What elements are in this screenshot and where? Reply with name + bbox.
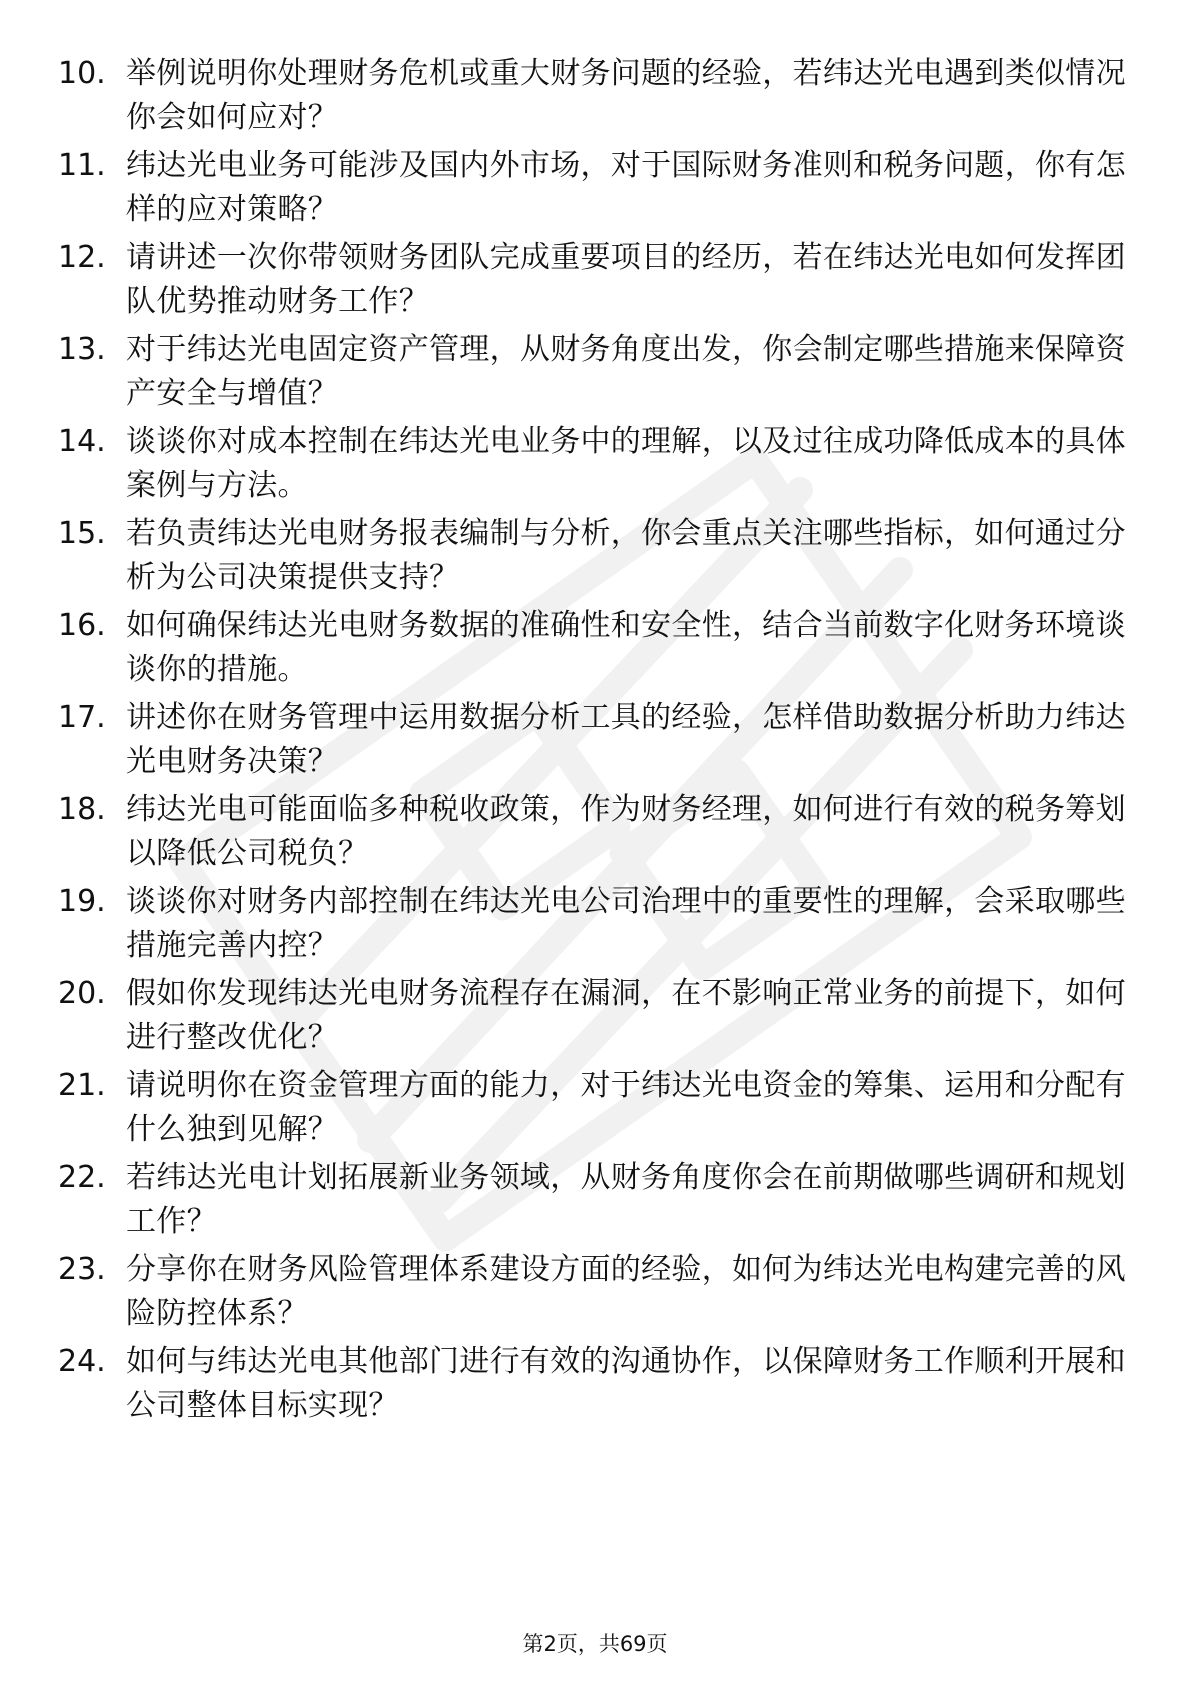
- question-text: 如何确保纬达光电财务数据的准确性和安全性，结合当前数字化财务环境谈谈你的措施。: [126, 608, 1126, 687]
- question-number: 20.: [58, 976, 106, 1011]
- question-number: 18.: [58, 792, 106, 827]
- question-text: 若纬达光电计划拓展新业务领域，从财务角度你会在前期做哪些调研和规划工作？: [126, 1160, 1126, 1239]
- question-text: 谈谈你对财务内部控制在纬达光电公司治理中的重要性的理解，会采取哪些措施完善内控？: [126, 884, 1126, 963]
- question-number: 15.: [58, 516, 106, 551]
- question-number: 23.: [58, 1252, 106, 1287]
- question-number: 24.: [58, 1344, 106, 1379]
- question-text: 举例说明你处理财务危机或重大财务问题的经验，若纬达光电遇到类似情况你会如何应对？: [126, 56, 1126, 135]
- question-number: 10.: [58, 56, 106, 91]
- question-text: 纬达光电可能面临多种税收政策，作为财务经理，如何进行有效的税务筹划以降低公司税负？: [126, 792, 1126, 871]
- question-text: 假如你发现纬达光电财务流程存在漏洞，在不影响正常业务的前提下，如何进行整改优化？: [126, 976, 1126, 1055]
- question-number: 21.: [58, 1068, 106, 1103]
- question-number: 17.: [58, 700, 106, 735]
- question-number: 19.: [58, 884, 106, 919]
- question-number: 13.: [58, 332, 106, 367]
- question-text: 若负责纬达光电财务报表编制与分析，你会重点关注哪些指标，如何通过分析为公司决策提供支持？: [126, 516, 1126, 595]
- question-text: 对于纬达光电固定资产管理，从财务角度出发，你会制定哪些措施来保障资产安全与增值？: [126, 332, 1126, 411]
- question-number: 16.: [58, 608, 106, 643]
- page-number: 第2页，共69页: [522, 1632, 668, 1656]
- question-text: 讲述你在财务管理中运用数据分析工具的经验，怎样借助数据分析助力纬达光电财务决策？: [126, 700, 1126, 779]
- question-text: 谈谈你对成本控制在纬达光电业务中的理解，以及过往成功降低成本的具体案例与方法。: [126, 424, 1126, 503]
- question-text: 请讲述一次你带领财务团队完成重要项目的经历，若在纬达光电如何发挥团队优势推动财务工作？: [126, 240, 1126, 319]
- question-text: 请说明你在资金管理方面的能力，对于纬达光电资金的筹集、运用和分配有什么独到见解？: [126, 1068, 1126, 1147]
- question-number: 12.: [58, 240, 106, 275]
- question-number: 14.: [58, 424, 106, 459]
- question-text: 分享你在财务风险管理体系建设方面的经验，如何为纬达光电构建完善的风险防控体系？: [126, 1252, 1126, 1331]
- question-text: 如何与纬达光电其他部门进行有效的沟通协作，以保障财务工作顺利开展和公司整体目标实现？: [126, 1344, 1126, 1423]
- question-number: 22.: [58, 1160, 106, 1195]
- question-number: 11.: [58, 148, 106, 183]
- question-text: 纬达光电业务可能涉及国内外市场，对于国际财务准则和税务问题，你有怎样的应对策略？: [126, 148, 1126, 227]
